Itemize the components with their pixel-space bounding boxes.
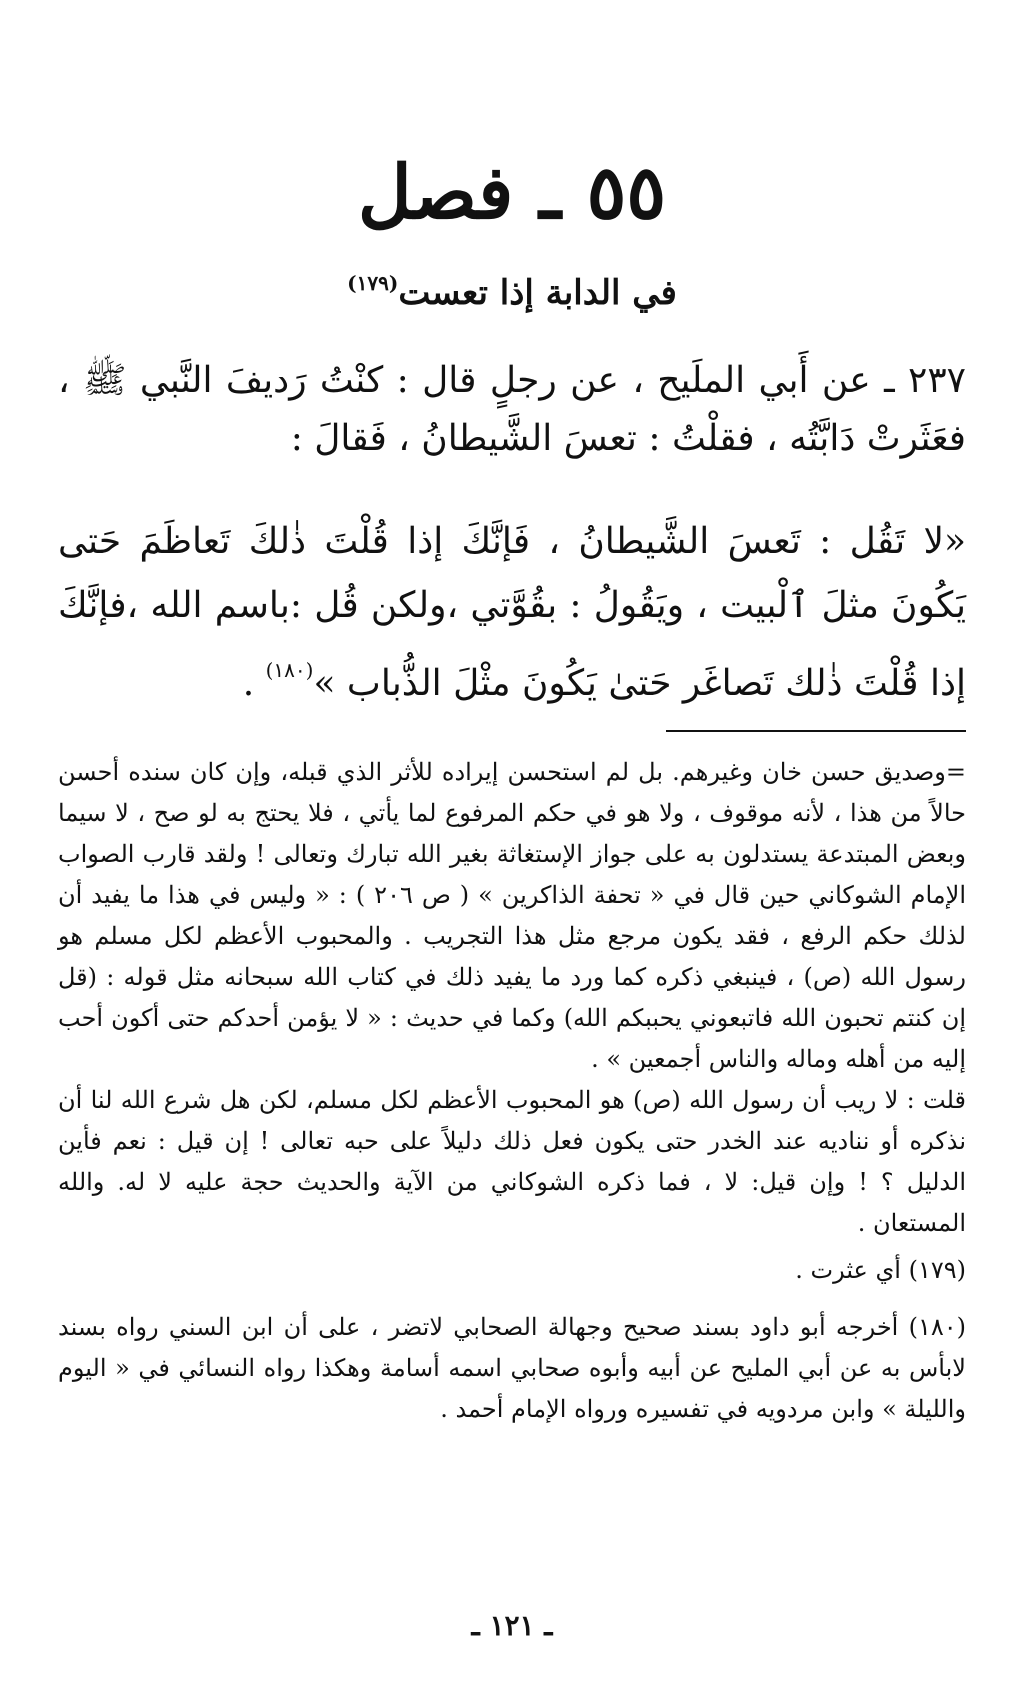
footnote-ref-180: (١٨٠): [265, 658, 314, 682]
footnote-179: (١٧٩) أي عثرت .: [795, 1256, 966, 1284]
footnote-comment-paragraph: قلت : لا ريب أن رسول الله (ص) هو المحبوب الأعظم لكل مسلم، لكن هل شرع الله لنا أن نذكره أو نناديه عند الخدر حتى يكون فعل ذلك دليلاً على حبه تعالى ! إن قيل : نعم فأين الدليل ؟ ! وإن قيل: لا ، فما ذكره الشوكاني من الآية والحديث حجة عليه لا له. والله المستعان .: [58, 1086, 967, 1237]
page-number: ـ ١٢١ ـ: [471, 1609, 553, 1642]
section-title: [0, 258, 1024, 318]
chapter-heading: ٥٥ ـ فصل: [357, 150, 667, 236]
footnotes-block: [58, 752, 966, 1430]
footnote-divider: [666, 730, 966, 732]
footnote-continued-paragraph: =وصديق حسن خان وغيرهم. بل لم استحسن إيراده للأثر الذي قبله، وإن كان سنده أحسن حالاً من هذا ، لأنه موقوف ، ولا هو في حكم المرفوع لما يأتي ، فلا يحتج به لو صح ، لا سيما وبعض المبتدعة يستدلون به على جواز الإستغاثة بغير الله تبارك وتعالى ! ولقد قارب الصواب الإمام الشوكاني حين قال في « تحفة الذاكرين » ( ص ٢٠٦ ) : « وليس في هذا ما يفيد أن لذلك حكم الرفع ، فقد يكون مرجع مثل هذا التجريب . والمحبوب الأعظم لكل مسلم هو رسول الله (ص) ، فينبغي ذكره كما ورد ما يفيد ذلك في كتاب الله سبحانه مثل قوله : (قل إن كنتم تحبون الله فاتبعوني يحببكم الله) وكما في حديث : « لا يؤمن أحدكم حتى أكون أحب إليه من أهله وماله والناس أجمعين » .: [58, 758, 967, 1073]
section-title-text: في الدابة إذا تعست: [398, 273, 677, 313]
hadith-paragraph: ٢٣٧ ـ عن أَبي الملَيح ، عن رجلٍ قال : كنْتُ رَديفَ النَّبي ﷺ ، فعَثَرتْ دَابَّتُه ، فقلْتُ : تعسَ الشَّيطانُ ، فَقالَ :: [58, 360, 966, 459]
footnote-ref-179: (١٧٩): [347, 271, 399, 295]
quote-text: «لا تَقُل : تَعسَ الشَّيطانُ ، فَإنَّكَ إذا قُلْتَ ذٰلكَ تَعاظَمَ حَتى يَكُونَ مثلَ ٱلْبيت ، ويَقُولُ : بقُوَّتي ،ولكن قُل :باسم الله ،فإنَّكَ إذا قُلْتَ ذٰلك تَصاغَر حَتىٰ يَكُونَ مثْلَ الذُّباب »: [58, 521, 966, 704]
footnote-180: (١٨٠) أخرجه أبو داود بسند صحيح وجهالة الصحابي لاتضر ، على أن ابن السني رواه بسند لابأس به عن أبي المليح عن أبيه وأبوه صحابي اسمه أسامة وهكذا رواه النسائي في « اليوم والليلة » وابن مردويه في تفسيره ورواه الإمام أحمد .: [58, 1313, 966, 1423]
quote-end: .: [242, 663, 266, 704]
prophetic-quote: [58, 510, 966, 716]
